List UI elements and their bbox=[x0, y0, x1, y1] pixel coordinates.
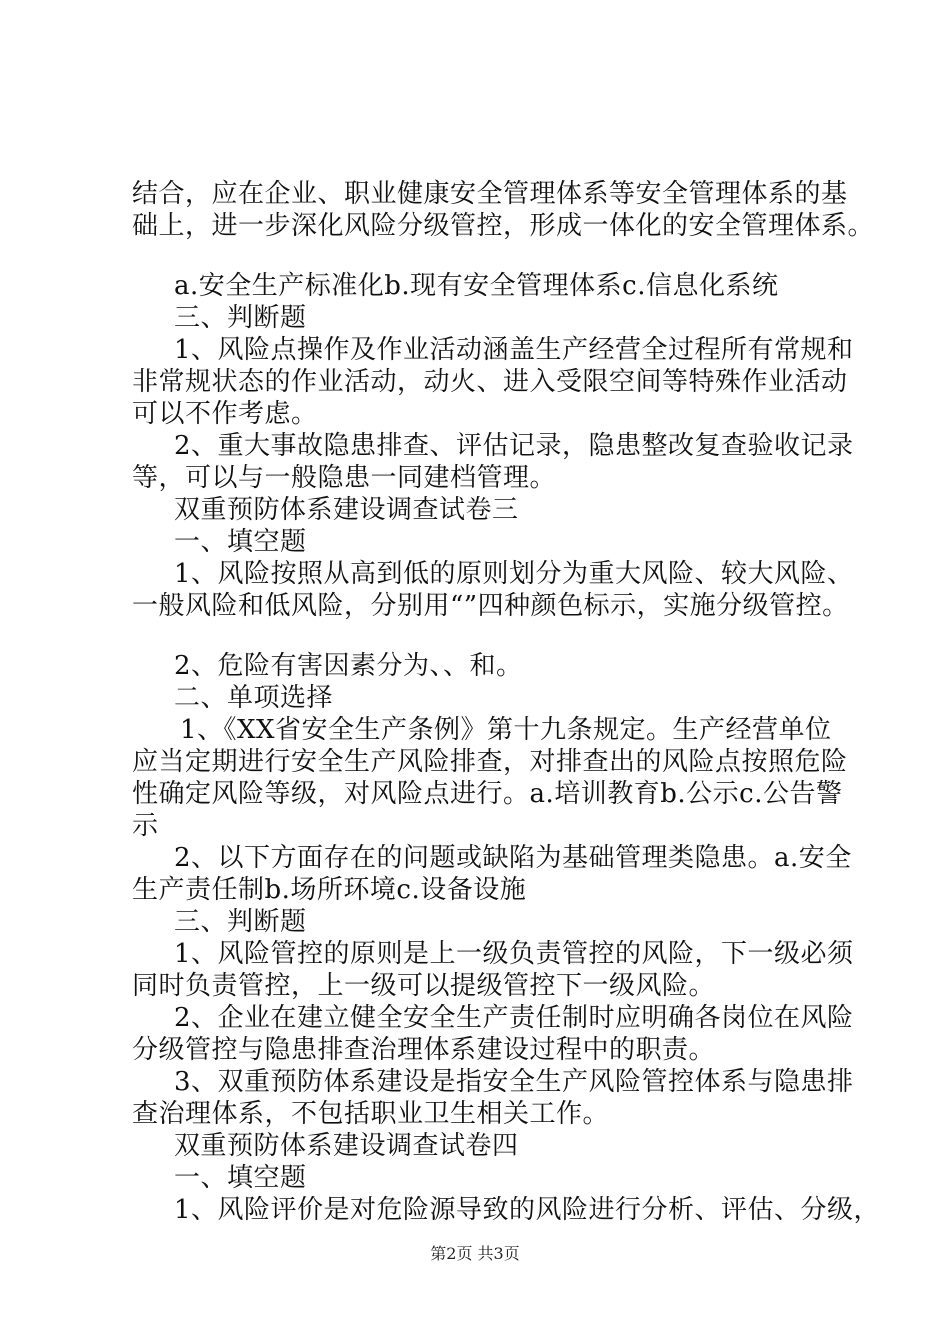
body-text-line: 结合，应在企业、职业健康安全管理体系等安全管理体系的基 bbox=[132, 179, 848, 209]
question-line: 2、以下方面存在的问题或缺陷为基础管理类隐患。a.安全 bbox=[174, 843, 852, 873]
body-text-line: 一般风险和低风险，分别用“”四种颜色标示，实施分级管控。 bbox=[132, 591, 849, 621]
question-line: 3、双重预防体系建设是指安全生产风险管控体系与隐患排 bbox=[174, 1067, 854, 1097]
question-line: 1、风险评价是对危险源导致的风险进行分析、评估、分级， bbox=[174, 1195, 881, 1225]
question-line: 2、危险有害因素分为、、和。 bbox=[174, 651, 523, 681]
body-text-line: 分级管控与隐患排查治理体系建设过程中的职责。 bbox=[132, 1035, 716, 1065]
body-text-line: 性确定风险等级，对风险点进行。a.培训教育b.公示c.公告警 bbox=[132, 779, 843, 809]
body-text-line: 同时负责管控，上一级可以提级管控下一级风险。 bbox=[132, 971, 716, 1001]
question-line: 2、企业在建立健全安全生产责任制时应明确各岗位在风险 bbox=[174, 1003, 854, 1033]
question-line: 1、《XX省安全生产条例》第十九条规定。生产经营单位 bbox=[180, 715, 832, 745]
section-heading: 一、填空题 bbox=[174, 1163, 307, 1193]
question-line: 2、重大事故隐患排查、评估记录，隐患整改复查验收记录 bbox=[174, 431, 854, 461]
body-text-line: 可以不作考虑。 bbox=[132, 399, 318, 429]
body-text-line: 示 bbox=[132, 811, 159, 841]
body-text-line: 应当定期进行安全生产风险排查，对排查出的风险点按照危险 bbox=[132, 747, 848, 777]
section-heading: 一、填空题 bbox=[174, 527, 307, 557]
body-text-line: 等，可以与一般隐患一同建档管理。 bbox=[132, 463, 557, 493]
section-heading: 三、判断题 bbox=[174, 303, 307, 333]
option-line: a.安全生产标准化b.现有安全管理体系c.信息化系统 bbox=[174, 271, 779, 301]
body-text-line: 生产责任制b.场所环境c.设备设施 bbox=[132, 875, 527, 905]
exam-title: 双重预防体系建设调查试卷三 bbox=[174, 495, 519, 525]
section-heading: 二、单项选择 bbox=[174, 683, 334, 713]
question-line: 1、风险按照从高到低的原则划分为重大风险、较大风险、 bbox=[174, 559, 854, 589]
question-line: 1、风险点操作及作业活动涵盖生产经营全过程所有常规和 bbox=[174, 335, 854, 365]
body-text-line: 查治理体系，不包括职业卫生相关工作。 bbox=[132, 1099, 610, 1129]
question-line: 1、风险管控的原则是上一级负责管控的风险，下一级必须 bbox=[174, 939, 854, 969]
section-heading: 三、判断题 bbox=[174, 907, 307, 937]
page-footer: 第2页 共3页 bbox=[430, 1244, 520, 1263]
body-text-line: 非常规状态的作业活动，动火、进入受限空间等特殊作业活动 bbox=[132, 367, 848, 397]
exam-title: 双重预防体系建设调查试卷四 bbox=[174, 1131, 519, 1161]
body-text-line: 础上，进一步深化风险分级管控，形成一体化的安全管理体系。 bbox=[132, 211, 875, 241]
